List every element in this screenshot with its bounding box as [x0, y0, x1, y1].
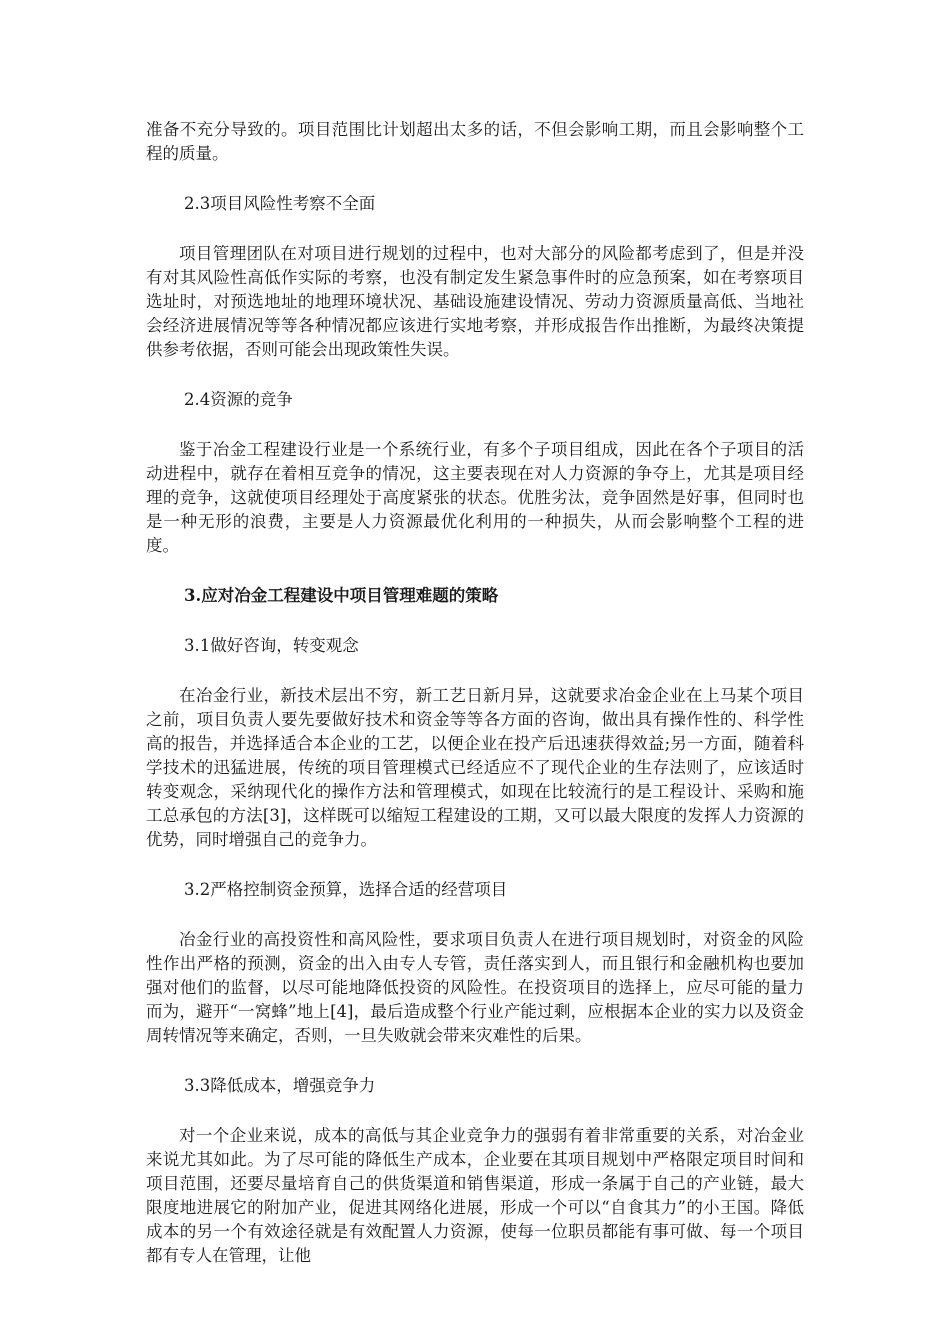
paragraph-consulting: 在冶金行业，新技术层出不穷，新工艺日新月异，这就要求冶金企业在上马某个项目之前，项目负责人要先要做好技术和资金等等各方面的咨询，做出具有操作性的、科学性高的报告，并选择适合本企业的工艺，以便企业在投产后迅速获得效益;另一方面，随着科学技术的迅猛进展，传统的项目管理模式已经适应不了现代企业的生存法则了，应该适时转变观念，采纳现代化的操作方法和管理模式，如现在比较流行的是工程设计、采购和施工总承包的方法[3]，这样既可以缩短工程建设的工期，又可以最大限度的发挥人力资源的优势，同时增强自己的竞争力。 [146, 686, 804, 849]
paragraph-continuation: 准备不充分导致的。项目范围比计划超出太多的话，不但会影响工期，而且会影响整个工程的质量。 [146, 120, 804, 163]
document-page [146, 118, 804, 1294]
section-heading-3: 3.应对冶金工程建设中项目管理难题的策略 [184, 586, 499, 605]
subheading-2-3: 2.3项目风险性考察不全面 [184, 194, 376, 213]
paragraph-resource-competition: 鉴于冶金工程建设行业是一个系统行业，有多个子项目组成，因此在各个子项目的活动进程中，就存在着相互竞争的情况，这主要表现在对人力资源的争夺上，尤其是项目经理的竞争，这就使项目经理处于高度紧张的状态。优胜劣汰，竞争固然是好事，但同时也是一种无形的浪费，主要是人力资源最优化利用的一种损失，从而会影响整个工程的进度。 [146, 440, 804, 555]
paragraph-cost-reduction: 对一个企业来说，成本的高低与其企业竞争力的强弱有着非常重要的关系，对冶金业来说尤其如此。为了尽可能的降低生产成本，企业要在其项目规划中严格限定项目时间和项目范围，还要尽量培育自己的供货渠道和销售渠道，形成一条属于自己的产业链，最大限度地进展它的附加产业，促进其网络化进展，形成一个可以“自食其力”的小王国。降低成本的另一个有效途径就是有效配置人力资源，使每一位职员都能有事可做、每一个项目都有专人在管理，让他 [146, 1126, 804, 1265]
paragraph-budget-control: 冶金行业的高投资性和高风险性，要求项目负责人在进行项目规划时，对资金的风险性作出严格的预测，资金的出入由专人专管，责任落实到人，而且银行和金融机构也要加强对他们的监督，以尽可能地降低投资的风险性。在投资项目的选择上，应尽可能的量力而为，避开“一窝蜂”地上[4]，最后造成整个行业产能过剩，应根据本企业的实力以及资金周转情况等来确定，否则，一旦失败就会带来灾难性的后果。 [146, 930, 804, 1045]
subheading-3-3: 3.3降低成本，增强竞争力 [184, 1076, 376, 1095]
subheading-3-2: 3.2严格控制资金预算，选择合适的经营项目 [184, 880, 508, 899]
subheading-3-1: 3.1做好咨询，转变观念 [184, 636, 359, 655]
subheading-2-4: 2.4资源的竞争 [184, 390, 293, 409]
paragraph-risk-assessment: 项目管理团队在对项目进行规划的过程中，也对大部分的风险都考虑到了，但是并没有对其风险性高低作实际的考察，也没有制定发生紧急事件时的应急预案，如在考察项目选址时，对预选地址的地理环境状况、基础设施建设情况、劳动力资源质量高低、当地社会经济进展情况等等各种情况都应该进行实地考察，并形成报告作出推断，为最终决策提供参考依据，否则可能会出现政策性失误。 [146, 244, 804, 359]
